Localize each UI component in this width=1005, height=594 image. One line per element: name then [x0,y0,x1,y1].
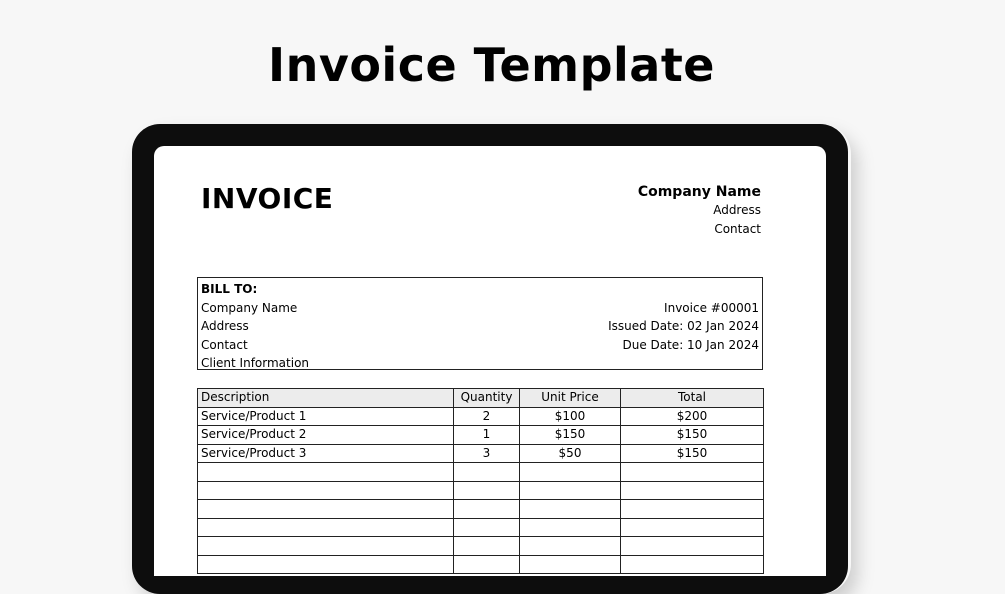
page-title: Invoice Template [267,38,716,92]
table-header-row [198,389,764,408]
cell-unit-price: $100 [520,407,621,426]
cell-quantity [454,555,520,574]
invoice-number: Invoice #00001 [664,300,759,315]
cell-description [198,481,454,500]
cell-total: $150 [621,426,764,445]
table-row [198,555,764,574]
cell-total [621,537,764,556]
cell-unit-price: $150 [520,426,621,445]
cell-description: Service/Product 3 [198,444,454,463]
cell-total [621,481,764,500]
column-header-unit-price: Unit Price [520,389,621,408]
bill-to-box [197,277,763,370]
bill-to-address: Address [201,319,249,334]
issued-date: Issued Date: 02 Jan 2024 [608,319,759,334]
company-name: Company Name [637,184,761,200]
table-row [198,444,764,463]
column-header-total: Total [621,389,764,408]
cell-total [621,555,764,574]
cell-unit-price [520,555,621,574]
cell-description [198,555,454,574]
cell-quantity [454,500,520,519]
cell-unit-price [520,500,621,519]
bill-to-company: Company Name [201,300,298,315]
invoice-heading: INVOICE [201,182,334,215]
cell-quantity [454,481,520,500]
bill-to-contact: Contact [201,337,248,352]
column-header-description: Description [198,389,454,408]
cell-quantity [454,463,520,482]
column-header-quantity: Quantity [454,389,520,408]
due-date: Due Date: 10 Jan 2024 [622,337,759,352]
cell-description: Service/Product 1 [198,407,454,426]
line-items-table [197,388,764,574]
invoice-document [154,146,826,576]
cell-quantity [454,518,520,537]
table-row [198,500,764,519]
cell-unit-price: $50 [520,444,621,463]
table-row [198,426,764,445]
cell-quantity [454,537,520,556]
cell-description: Service/Product 2 [198,426,454,445]
cell-total [621,463,764,482]
cell-description [198,518,454,537]
cell-quantity: 1 [454,426,520,445]
company-block [638,183,761,239]
table-row [198,407,764,426]
cell-total [621,518,764,537]
company-contact: Contact [714,222,761,236]
table-row [198,463,764,482]
cell-total: $150 [621,444,764,463]
cell-total: $200 [621,407,764,426]
company-address: Address [713,203,761,217]
cell-total [621,500,764,519]
cell-unit-price [520,518,621,537]
cell-description [198,537,454,556]
cell-unit-price [520,537,621,556]
cell-quantity: 2 [454,407,520,426]
cell-quantity: 3 [454,444,520,463]
bill-to-heading: BILL TO: [201,282,258,296]
cell-unit-price [520,463,621,482]
cell-unit-price [520,481,621,500]
cell-description [198,500,454,519]
invoice-meta [608,299,759,355]
table-row [198,537,764,556]
bill-to-client-info: Client Information [201,356,310,371]
table-row [198,518,764,537]
bill-to-details [201,280,309,373]
cell-description [198,463,454,482]
table-row [198,481,764,500]
